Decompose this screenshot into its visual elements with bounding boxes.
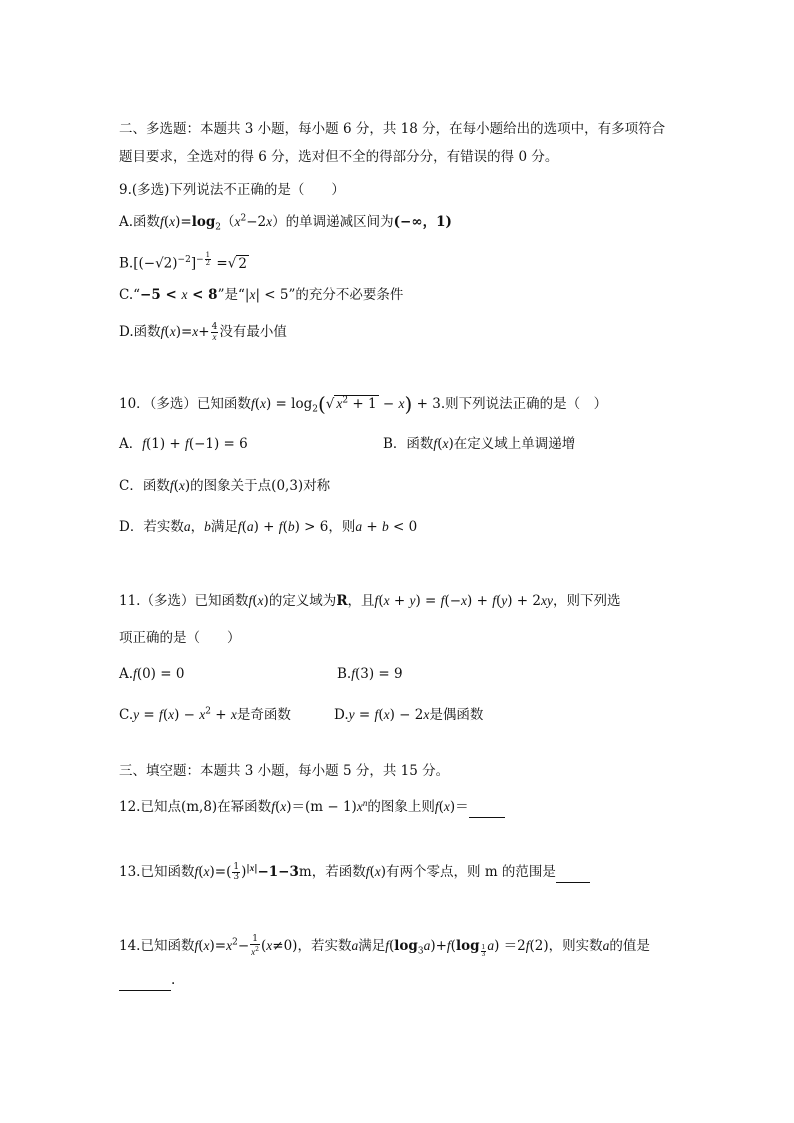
q9-stem: 9.(多选)下列说法不正确的是（ ） (119, 182, 345, 198)
q11-b-prefix: B. (337, 666, 352, 682)
q14-answer-blank[interactable] (119, 970, 171, 991)
q9-c-text1: 是“ (224, 287, 245, 303)
q9-a-prefix: A.函数 (119, 214, 161, 230)
q10-b-prefix: B．函数 (383, 436, 434, 452)
q9-c-prefix: C. (119, 287, 134, 303)
q11-option-b: B.f(3) = 9 (337, 666, 403, 682)
q11-a-prefix: A. (119, 666, 134, 682)
section-2-line-1: 二、多选题：本题共 3 小题，每小题 6 分，共 18 分，在每小题给出的选项中，有多项符合 (119, 121, 666, 137)
q10-option-d: D．若实数a，b满足f(a) + f(b) > 6，则a + b < 0 (119, 519, 418, 535)
q11-d-suffix: 是偶函数 (429, 707, 484, 723)
q10-d-prefix: D．若实数 (119, 519, 184, 535)
q10-c-prefix: C．函数 (119, 478, 170, 494)
q10-c-suffix: 对称 (303, 478, 331, 494)
q9-option-b: $B.[(-√2)^{-2}]^{- \frac{1}{2}}$ =√ 2 (119, 251, 247, 272)
q14-prefix: 14.已知函数 (119, 938, 195, 954)
q13-answer-blank[interactable] (556, 862, 590, 883)
q11-option-c: $C.y = f(x) - x^2 + x$是奇函数 (119, 706, 291, 723)
q9-b-prefix: B. (119, 255, 134, 272)
q11-option-a: A.f(0) = 0 (119, 666, 185, 682)
q11-d-prefix: D. (334, 707, 349, 723)
q13: 13.已知函数f(x)=( $\frac{1}{3}$ )$^{|x|}$−1−3m，若函数f(x)有两个零点，则 m 的范围是 (119, 862, 590, 883)
q10-option-a: A．f(1) + f(−1) = 6 (119, 436, 248, 452)
q10-option-c: C．函数f(x)的图象关于点(0,3)对称 (119, 478, 331, 494)
q14-line-2: . (119, 970, 175, 991)
q10-b-suffix: 在定义域上单调递增 (453, 436, 576, 452)
q13-prefix: 13.已知函数 (119, 864, 195, 880)
q9-a-interval: (−∞，1) (393, 214, 452, 230)
q10-stem-suffix: .则下列说法正确的是（ ） (440, 396, 608, 412)
q9-d-suffix: 没有最小值 (219, 324, 287, 340)
q12-answer-blank[interactable] (469, 797, 505, 818)
q14-line-1: 14.已知函数$f(x)=x^2-$ $\frac{1}{x^2}$ (x≠0)，若实数a满足$f(\log_3a)+f(\log$ $_{\frac{1}{3}}$ a) ＝2f(2)，则实数a的值是 (119, 934, 650, 958)
section-3-header: 三、填空题：本题共 3 小题，每小题 5 分，共 15 分。 (119, 763, 450, 779)
q9-a-mid: 的单调递减区间为 (285, 214, 394, 230)
q11-stem-line-1: 11.（多选）已知函数f(x)的定义域为R，且f(x + y) = f(−x) + f(y) + 2xy，则下列选 (119, 593, 621, 609)
q9-c-text2: ”的充分不必要条件 (288, 287, 404, 303)
q10-a-prefix: A． (119, 436, 143, 452)
q9-d-prefix: D.函数 (119, 324, 161, 340)
q9-option-c: C.“−5 < x < 8”是“|x| < 5”的充分不必要条件 (119, 287, 404, 303)
q11-stem-prefix: 11.（多选）已知函数 (119, 593, 249, 609)
section-2-line-2: 题目要求，全选对的得 6 分，选对但不全的得部分分，有错误的得 0 分。 (119, 149, 559, 165)
q11-c-suffix: 是奇函数 (236, 707, 291, 723)
q12: 12.已知点(m,8)在幂函数$f(x)=(m - 1)x^n$的图象上则f(x)＝ (119, 797, 505, 818)
q10-stem-prefix: 10．（多选）已知函数 (119, 396, 251, 412)
q11-stem-line-2: 项正确的是（ ） (119, 630, 241, 646)
q10-option-b: B．函数f(x)在定义域上单调递增 (383, 436, 576, 452)
q10-stem: 10．（多选）已知函数$f(x) = \log_2(√$ $x^2 + 1 - x) + 3$.则下列说法正确的是（ ） (119, 392, 608, 416)
q9-option-a: A.函数$f(x)=\log_2(x^2-2x)$的单调递减区间为(−∞，1) (119, 213, 452, 233)
q11-option-d: D.y = f(x) − 2x是偶函数 (334, 707, 484, 723)
q9-option-d: D.函数f(x)=x+ $\frac{4}{x}$ 没有最小值 (119, 321, 287, 342)
q12-prefix: 12.已知点(m,8)在幂函数 (119, 799, 272, 815)
q11-c-prefix: C. (119, 707, 134, 723)
q10-c-mid: 的图象关于点 (190, 478, 272, 494)
